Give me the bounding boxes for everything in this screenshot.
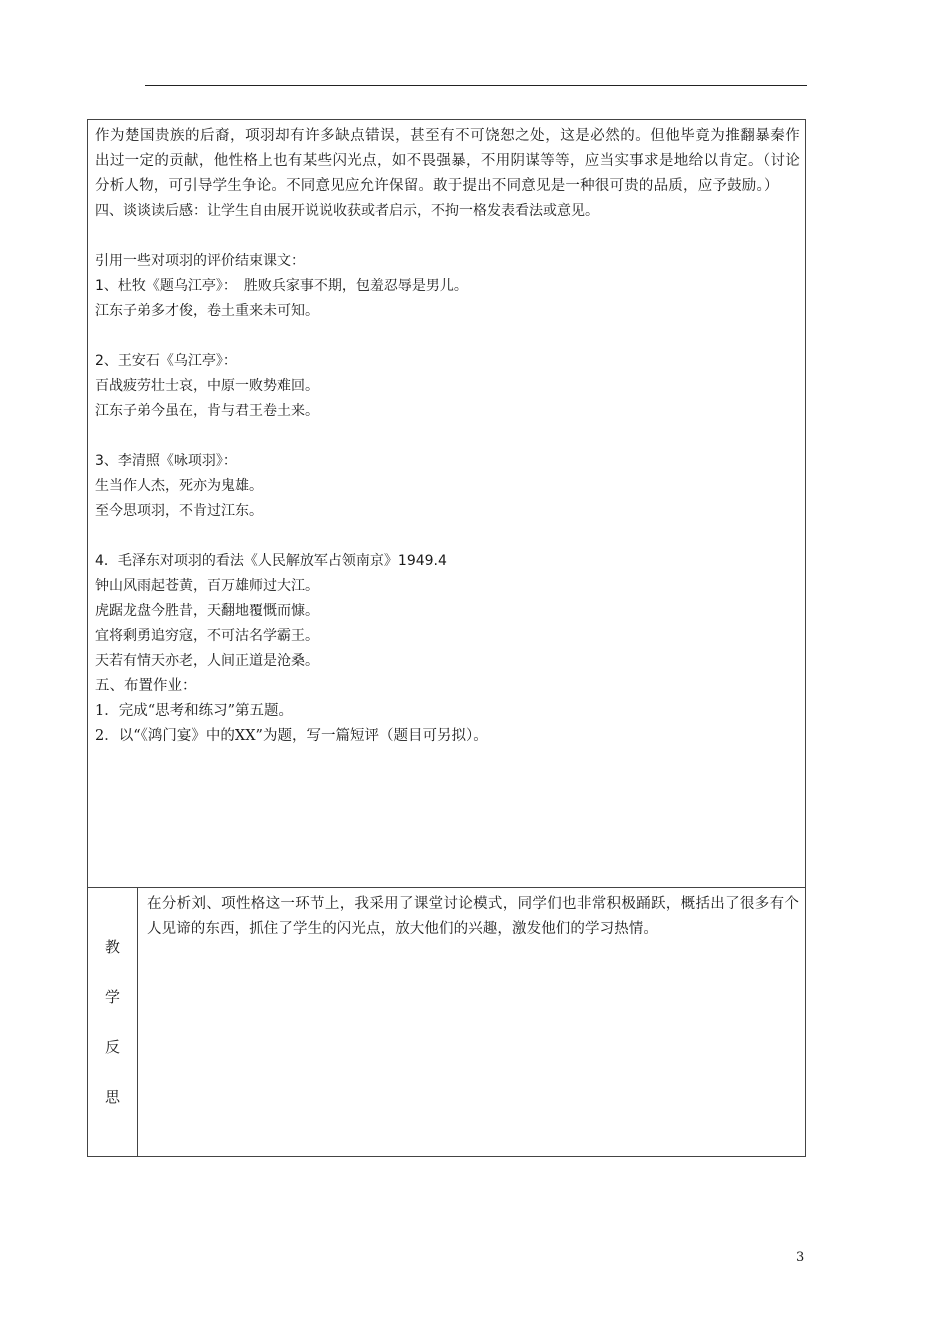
homework-item: 1．完成“思考和练习”第五题。 [95,703,294,719]
page-number: 3 [796,1250,805,1265]
poem-title: 2、王安石《乌江亭》： [95,353,237,369]
reflection-label-char: 教 [104,938,120,956]
poem-title: 4．毛泽东对项羽的看法《人民解放军占领南京》1949.4 [95,553,447,569]
lesson-content [95,124,800,749]
poem-line: 百战疲劳壮士哀，中原一败势难回。 [95,378,319,394]
reflection-text: 在分析刘、项性格这一环节上，我采用了课堂讨论模式，同学们也非常积极踊跃，概括出了很多有个人见谛的东西，抓住了学生的闪光点，放大他们的兴趣，激发他们的学习热情。 [147,896,799,937]
homework-item: 2．以“《鸿门宴》中的XX”为题，写一篇短评（题目可另拟）。 [95,728,488,744]
reflection-label-char: 思 [104,1088,120,1106]
poem-line: 生当作人杰，死亦为鬼雄。 [95,478,263,494]
table-row-divider [87,887,806,888]
reflection-label-char: 学 [104,988,120,1006]
poem-line: 虎踞龙盘今胜昔，天翻地覆慨而慷。 [95,603,319,619]
intro-paragraph: 作为楚国贵族的后裔，项羽却有许多缺点错误，甚至有不可饶恕之处，这是必然的。但他毕竟为推翻暴秦作出过一定的贡献，他性格上也有某些闪光点，如不畏强暴，不用阴谋等等，应当实事求是地给以肯定。（讨论分析人物，可引导学生争论。不同意见应允许保留。敢于提出不同意见是一种很可贵的品质，应予鼓励。） [95,128,800,194]
quotes-intro: 引用一些对项羽的评价结束课文： [95,253,305,269]
poem-line: 宜将剩勇追穷寇，不可沽名学霸王。 [95,628,319,644]
poem-line: 天若有情天亦老，人间正道是沧桑。 [95,653,319,669]
poem-title: 3、李清照《咏项羽》： [95,453,237,469]
poem-title: 1、杜牧《题乌江亭》： 胜败兵家事不期，包羞忍辱是男儿。 [95,278,468,294]
section-four-heading: 四、谈谈读后感：让学生自由展开说说收获或者启示，不拘一格发表看法或意见。 [95,203,599,219]
table-column-divider [137,887,138,1157]
poem-line: 至今思项羽，不肯过江东。 [95,503,263,519]
poem-line: 钟山风雨起苍黄，百万雄师过大江。 [95,578,319,594]
reflection-label-char: 反 [104,1038,120,1056]
reflection-label [88,888,137,1156]
poem-line: 江东子弟多才俊，卷土重来未可知。 [95,303,319,319]
section-five-heading: 五、布置作业： [95,678,197,694]
header-rule [145,85,807,86]
poem-line: 江东子弟今虽在，肯与君王卷土来。 [95,403,319,419]
